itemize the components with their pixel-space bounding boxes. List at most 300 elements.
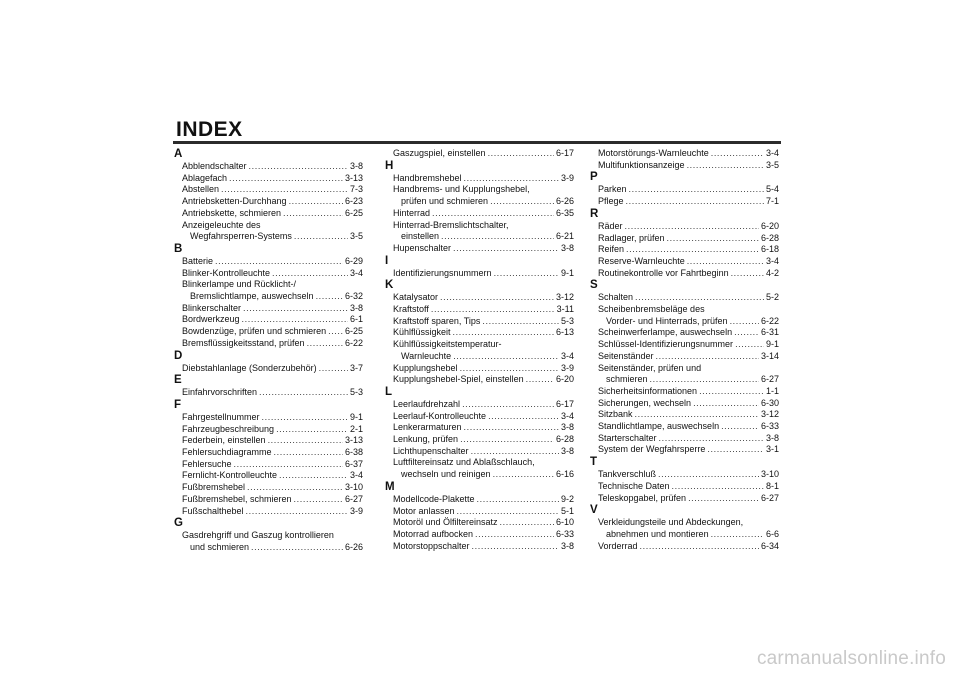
section-letter: T xyxy=(590,456,598,469)
index-entry xyxy=(384,173,574,185)
index-entry xyxy=(384,434,574,446)
entry-page: 6-13 xyxy=(555,327,574,338)
index-entry xyxy=(589,444,779,456)
entry-page: 6-26 xyxy=(555,196,574,207)
entry-text: prüfen und schmieren xyxy=(401,196,489,207)
entry-page: 6-32 xyxy=(344,291,363,302)
dot-leader xyxy=(319,363,348,375)
entry-text: Motorstörungs-Warnleuchte xyxy=(598,148,709,158)
index-entry xyxy=(384,208,574,220)
dot-leader xyxy=(462,399,554,411)
index-entry xyxy=(384,517,574,529)
entry-page: 6-23 xyxy=(344,196,363,207)
entry-text: Leerlaufdrehzahl xyxy=(393,398,461,409)
entry-page: 6-34 xyxy=(760,540,779,551)
dot-leader xyxy=(734,327,759,339)
entry-page: 3-13 xyxy=(344,172,363,183)
index-entry xyxy=(589,160,779,172)
index-entry xyxy=(173,412,363,424)
section-letter: F xyxy=(174,398,182,411)
entry-page: 5-3 xyxy=(560,315,574,326)
entry-text: Seitenständer, prüfen und xyxy=(598,362,702,373)
index-entry xyxy=(589,481,779,493)
section-letter: I xyxy=(385,254,389,267)
entry-page: 2-1 xyxy=(349,423,363,434)
entry-text: Kühlflüssigkeit xyxy=(393,327,451,338)
dot-leader xyxy=(658,469,759,481)
dot-leader xyxy=(234,459,343,471)
index-entry xyxy=(384,316,574,328)
entry-page: 6-33 xyxy=(760,421,779,432)
entry-page: 6-20 xyxy=(760,220,779,231)
index-entry xyxy=(589,221,779,233)
watermark: carmanualsonline.info xyxy=(756,648,946,669)
index-entry xyxy=(384,494,574,506)
entry-text: Schalten xyxy=(598,292,634,303)
entry-text: Fahrgestellnummer xyxy=(182,411,260,422)
index-entry xyxy=(589,196,779,208)
entry-page: 6-35 xyxy=(555,207,574,218)
entry-text: Bremsflüssigkeitsstand, prüfen xyxy=(182,337,305,348)
entry-page: 3-5 xyxy=(765,159,779,170)
entry-text: Motorrad aufbocken xyxy=(393,528,474,539)
dot-leader xyxy=(500,517,554,529)
index-entry xyxy=(384,231,574,243)
dot-leader xyxy=(650,374,759,386)
index-entry xyxy=(384,339,574,351)
entry-page: 3-8 xyxy=(560,540,574,551)
entry-page: 6-31 xyxy=(760,327,779,338)
section-letter: M xyxy=(385,480,395,493)
entry-page: 5-2 xyxy=(765,292,779,303)
dot-leader xyxy=(635,409,759,421)
entry-text: Fernlicht-Kontrolleuchte xyxy=(182,470,278,481)
index-entry xyxy=(589,374,779,386)
index-entry xyxy=(173,387,363,399)
entry-text: Blinkerlampe und Rücklicht-/ xyxy=(182,279,297,290)
entry-page: 3-7 xyxy=(349,362,363,373)
index-entry xyxy=(589,421,779,433)
entry-text: Federbein, einstellen xyxy=(182,435,266,446)
index-entry xyxy=(589,409,779,421)
index-entry xyxy=(384,529,574,541)
entry-text: Gaszugspiel, einstellen xyxy=(393,148,486,158)
index-entry xyxy=(384,327,574,339)
dot-leader xyxy=(246,506,348,518)
index-entry xyxy=(384,292,574,304)
dot-leader xyxy=(215,256,343,268)
entry-text: Handbrems- und Kupplungshebel, xyxy=(393,184,530,195)
index-entry xyxy=(173,196,363,208)
entry-page: 3-8 xyxy=(349,302,363,313)
entry-text: Blinkerschalter xyxy=(182,302,242,313)
dot-leader xyxy=(656,351,759,363)
index-entry xyxy=(173,291,363,303)
index-column-2 xyxy=(384,148,574,552)
entry-page: 9-1 xyxy=(765,339,779,350)
dot-leader xyxy=(688,493,759,505)
dot-leader xyxy=(699,386,764,398)
dot-leader xyxy=(441,231,554,243)
entry-page: 9-1 xyxy=(560,267,574,278)
entry-text: Anzeigeleuchte des xyxy=(182,219,261,230)
dot-leader xyxy=(493,469,554,481)
index-entry xyxy=(173,303,363,315)
entry-text: Kupplungshebel-Spiel, einstellen xyxy=(393,374,524,385)
entry-text: Vorderrad xyxy=(598,540,638,551)
index-entry xyxy=(589,386,779,398)
index-entry xyxy=(173,363,363,375)
index-entry xyxy=(589,339,779,351)
entry-page: 3-4 xyxy=(560,350,574,361)
entry-page: 6-27 xyxy=(760,374,779,385)
entry-text: Sitzbank xyxy=(598,409,633,420)
index-entry xyxy=(589,184,779,196)
entry-text: Modellcode-Plakette xyxy=(393,493,475,504)
entry-page: 3-9 xyxy=(349,505,363,516)
entry-page: 3-8 xyxy=(349,161,363,171)
index-entry xyxy=(589,304,779,316)
entry-page: 7-1 xyxy=(765,196,779,207)
index-entry xyxy=(384,374,574,386)
entry-page: 6-27 xyxy=(344,493,363,504)
dot-leader xyxy=(482,316,559,328)
entry-page: 6-37 xyxy=(344,458,363,469)
dot-leader xyxy=(693,398,759,410)
dot-leader xyxy=(626,196,764,208)
dot-leader xyxy=(659,433,764,445)
entry-page: 3-11 xyxy=(556,304,574,315)
entry-page: 6-28 xyxy=(760,232,779,243)
dot-leader xyxy=(243,303,348,315)
page-title: INDEX xyxy=(176,118,243,141)
dot-leader xyxy=(249,161,348,173)
entry-page: 6-17 xyxy=(555,148,574,158)
section-letter: G xyxy=(174,517,183,530)
entry-text: Tankverschluß xyxy=(598,469,657,480)
entry-text: Verkleidungsteile und Abdeckungen, xyxy=(598,517,744,528)
section-letter: D xyxy=(174,349,183,362)
dot-leader xyxy=(453,243,559,255)
dot-leader xyxy=(488,148,554,160)
entry-text: Kühlflüssigkeitstemperatur- xyxy=(393,339,502,350)
entry-text: Blinker-Kontrolleuchte xyxy=(182,267,271,278)
entry-text: Pflege xyxy=(598,196,624,207)
entry-text: Reifen xyxy=(598,244,625,255)
entry-page: 6-22 xyxy=(344,337,363,348)
entry-page: 8-1 xyxy=(765,480,779,491)
dot-leader xyxy=(475,529,554,541)
entry-text: Antriebskette, schmieren xyxy=(182,207,282,218)
section-letter: V xyxy=(590,504,598,517)
entry-page: 9-1 xyxy=(349,411,363,422)
entry-text: Katalysator xyxy=(393,292,439,303)
index-entry xyxy=(589,493,779,505)
entry-text: Technische Daten xyxy=(598,480,670,491)
entry-page: 6-20 xyxy=(555,374,574,385)
entry-text: Ablagefach xyxy=(182,172,228,183)
entry-page: 3-12 xyxy=(760,409,779,420)
entry-page: 1-1 xyxy=(765,385,779,396)
entry-text: Identifizierungsnummern xyxy=(393,267,492,278)
dot-leader xyxy=(259,387,348,399)
index-entry xyxy=(384,422,574,434)
index-entry xyxy=(173,447,363,459)
entry-text: Kupplungshebel xyxy=(393,362,458,373)
dot-leader xyxy=(471,446,559,458)
index-entry xyxy=(589,541,779,553)
entry-text: Hinterrad xyxy=(393,207,431,218)
index-entry xyxy=(173,494,363,506)
entry-text: Reserve-Warnleuchte xyxy=(598,255,685,266)
dot-leader xyxy=(472,541,559,553)
entry-text: und schmieren xyxy=(190,541,250,552)
section-letter: A xyxy=(174,148,183,160)
index-entry xyxy=(173,542,363,554)
section-letter: P xyxy=(590,171,598,184)
dot-leader xyxy=(247,482,343,494)
dot-leader xyxy=(279,470,348,482)
dot-leader xyxy=(730,316,759,328)
index-entry xyxy=(589,316,779,328)
entry-text: Kraftstoff sparen, Tips xyxy=(393,315,481,326)
entry-text: Starterschalter xyxy=(598,432,657,443)
entry-text: Wegfahrsperren-Systems xyxy=(190,231,292,242)
entry-text: Schlüssel-Identifizierungsnummer xyxy=(598,339,734,350)
dot-leader xyxy=(629,184,764,196)
dot-leader xyxy=(268,435,343,447)
index-entry xyxy=(173,220,363,232)
entry-text: wechseln und reinigen xyxy=(401,469,491,480)
dot-leader xyxy=(721,421,759,433)
entry-text: Gasdrehgriff und Gaszug kontrollieren xyxy=(182,530,334,541)
entry-page: 5-1 xyxy=(560,505,574,516)
entry-text: Parken xyxy=(598,184,627,195)
entry-text: Fußbremshebel xyxy=(182,482,246,493)
entry-text: Fehlersuchdiagramme xyxy=(182,447,272,458)
entry-page: 3-9 xyxy=(560,172,574,183)
section-letter: S xyxy=(590,279,598,292)
index-entry xyxy=(173,530,363,542)
entry-page: 3-14 xyxy=(760,350,779,361)
index-entry xyxy=(173,326,363,338)
index-entry xyxy=(173,268,363,280)
entry-page: 3-12 xyxy=(555,292,574,303)
entry-page: 3-4 xyxy=(349,267,363,278)
entry-text: Batterie xyxy=(182,255,214,266)
index-entry xyxy=(384,506,574,518)
entry-page: 3-8 xyxy=(765,432,779,443)
dot-leader xyxy=(460,434,554,446)
entry-page: 6-25 xyxy=(344,326,363,337)
index-entry xyxy=(173,184,363,196)
index-entry xyxy=(173,231,363,243)
entry-page: 6-16 xyxy=(555,469,574,480)
entry-page: 6-38 xyxy=(344,447,363,458)
entry-page: 3-1 xyxy=(765,444,779,455)
index-entry xyxy=(384,457,574,469)
index-entry xyxy=(173,482,363,494)
dot-leader xyxy=(440,292,554,304)
entry-text: Teleskopgabel, prüfen xyxy=(598,492,687,503)
entry-text: Radlager, prüfen xyxy=(598,232,665,243)
entry-text: Lenkerarmaturen xyxy=(393,422,462,433)
entry-text: Scheibenbremsbeläge des xyxy=(598,304,705,315)
entry-page: 3-8 xyxy=(560,242,574,253)
entry-text: Warnleuchte xyxy=(401,350,452,361)
entry-text: Bowdenzüge, prüfen und schmieren xyxy=(182,326,327,337)
index-entry xyxy=(173,459,363,471)
index-entry xyxy=(589,148,779,160)
dot-leader xyxy=(294,494,343,506)
dot-leader xyxy=(731,268,764,280)
index-column-1 xyxy=(173,148,363,554)
dot-leader xyxy=(494,268,559,280)
dot-leader xyxy=(526,374,554,386)
index-entry xyxy=(589,469,779,481)
entry-text: Abstellen xyxy=(182,184,220,195)
entry-page: 6-28 xyxy=(555,434,574,445)
entry-text: Sicherheitsinformationen xyxy=(598,385,698,396)
entry-page: 6-22 xyxy=(760,315,779,326)
title-rule xyxy=(173,141,781,144)
dot-leader xyxy=(711,529,764,541)
index-entry xyxy=(173,256,363,268)
dot-leader xyxy=(640,541,759,553)
dot-leader xyxy=(687,160,764,172)
dot-leader xyxy=(289,196,343,208)
entry-text: Abblendschalter xyxy=(182,161,247,171)
entry-text: Lenkung, prüfen xyxy=(393,434,459,445)
dot-leader xyxy=(242,314,348,326)
entry-page: 6-1 xyxy=(349,314,363,325)
dot-leader xyxy=(625,221,759,233)
index-entry xyxy=(384,541,574,553)
index-entry xyxy=(384,268,574,280)
section-letter: B xyxy=(174,242,183,255)
dot-leader xyxy=(672,481,764,493)
entry-text: schmieren xyxy=(606,374,648,385)
dot-leader xyxy=(707,444,764,456)
entry-text: Handbremshebel xyxy=(393,172,462,183)
index-entry xyxy=(173,173,363,185)
entry-page: 3-8 xyxy=(560,422,574,433)
entry-page: 5-3 xyxy=(349,387,363,398)
dot-leader xyxy=(626,244,759,256)
dot-leader xyxy=(477,494,559,506)
index-entry xyxy=(589,351,779,363)
entry-page: 6-26 xyxy=(344,541,363,552)
dot-leader xyxy=(294,231,348,243)
entry-page: 3-4 xyxy=(765,255,779,266)
entry-page: 6-6 xyxy=(765,528,779,539)
entry-text: Motorstoppschalter xyxy=(393,540,470,551)
index-entry xyxy=(384,363,574,375)
index-entry xyxy=(589,363,779,375)
entry-page: 6-30 xyxy=(760,397,779,408)
entry-page: 6-17 xyxy=(555,398,574,409)
dot-leader xyxy=(262,412,348,424)
entry-text: Bremslichtlampe, auswechseln xyxy=(190,291,314,302)
index-column-3 xyxy=(589,148,779,552)
index-entry xyxy=(384,469,574,481)
index-entry xyxy=(173,314,363,326)
index-entry xyxy=(589,268,779,280)
entry-text: Fußbremshebel, schmieren xyxy=(182,493,292,504)
index-entry xyxy=(384,196,574,208)
entry-text: Seitenständer xyxy=(598,350,654,361)
entry-page: 5-4 xyxy=(765,184,779,195)
entry-page: 3-4 xyxy=(765,148,779,158)
entry-text: Hupenschalter xyxy=(393,242,452,253)
section-letter: R xyxy=(590,207,599,220)
index-entry xyxy=(173,208,363,220)
index-entry xyxy=(384,148,574,160)
entry-page: 3-4 xyxy=(560,410,574,421)
index-entry xyxy=(384,184,574,196)
dot-leader xyxy=(464,422,559,434)
entry-page: 7-3 xyxy=(349,184,363,195)
index-entry xyxy=(589,233,779,245)
dot-leader xyxy=(457,506,559,518)
entry-page: 6-18 xyxy=(760,244,779,255)
index-entry xyxy=(173,424,363,436)
section-letter: H xyxy=(385,159,394,172)
entry-page: 3-5 xyxy=(349,231,363,242)
entry-page: 6-29 xyxy=(344,255,363,266)
entry-page: 6-10 xyxy=(555,517,574,528)
dot-leader xyxy=(635,292,764,304)
index-entry xyxy=(173,470,363,482)
entry-text: Scheinwerferlampe, auswechseln xyxy=(598,327,733,338)
dot-leader xyxy=(464,173,559,185)
dot-leader xyxy=(274,447,343,459)
index-entry xyxy=(384,220,574,232)
entry-page: 3-9 xyxy=(560,362,574,373)
dot-leader xyxy=(431,304,555,316)
entry-page: 3-8 xyxy=(560,445,574,456)
index-entry xyxy=(589,327,779,339)
index-entry xyxy=(589,398,779,410)
index-entry xyxy=(173,338,363,350)
entry-page: 4-2 xyxy=(765,267,779,278)
entry-page: 3-10 xyxy=(344,482,363,493)
entry-text: abnehmen und montieren xyxy=(606,528,709,539)
entry-text: Motor anlassen xyxy=(393,505,455,516)
dot-leader xyxy=(328,326,343,338)
entry-text: Luftfiltereinsatz und Ablaßschlauch, xyxy=(393,457,535,468)
section-letter: L xyxy=(385,385,393,398)
entry-page: 3-13 xyxy=(344,435,363,446)
section-letter: E xyxy=(174,374,182,387)
dot-leader xyxy=(316,291,343,303)
index-entry xyxy=(173,435,363,447)
dot-leader xyxy=(283,208,343,220)
entry-text: Multifunktionsanzeige xyxy=(598,159,685,170)
index-entry xyxy=(384,446,574,458)
index-entry xyxy=(384,351,574,363)
index-entry xyxy=(384,304,574,316)
index-entry xyxy=(589,256,779,268)
index-entry xyxy=(173,161,363,173)
entry-text: Fahrzeugbeschreibung xyxy=(182,423,275,434)
index-entry xyxy=(384,399,574,411)
entry-text: Hinterrad-Bremslichtschalter, xyxy=(393,219,509,230)
index-entry xyxy=(589,292,779,304)
entry-text: Kraftstoff xyxy=(393,304,429,315)
entry-text: Diebstahlanlage (Sonderzubehör) xyxy=(182,362,317,373)
index-entry xyxy=(173,279,363,291)
